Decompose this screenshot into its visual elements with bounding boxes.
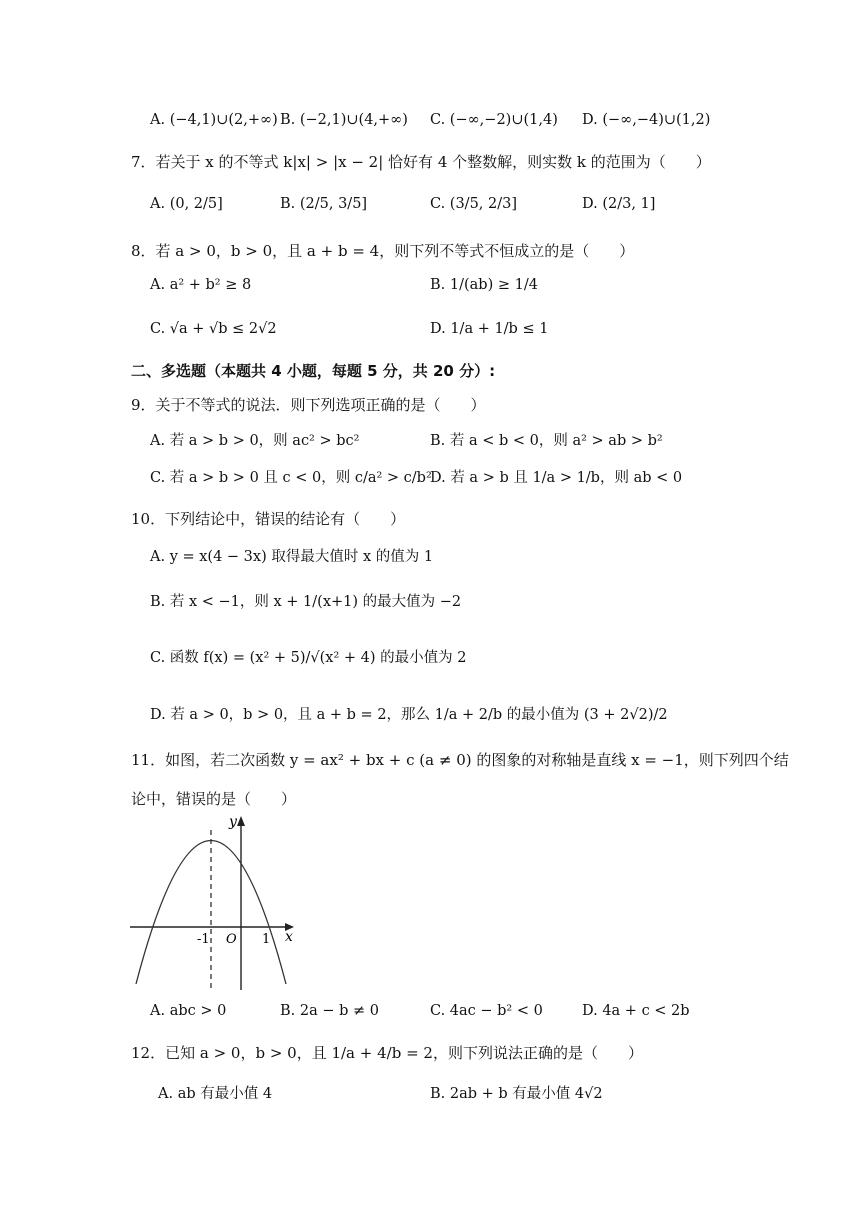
q6-option-c: C. (−∞,−2)∪(1,4) (430, 112, 558, 128)
q11-option-b: B. 2a − b ≠ 0 (280, 1003, 379, 1019)
q9-option-b: B. 若 a < b < 0，则 a² > ab > b² (430, 433, 663, 449)
q11-option-a: A. abc > 0 (150, 1003, 227, 1019)
q9-option-c: C. 若 a > b > 0 且 c < 0，则 c/a² > c/b² (150, 470, 432, 486)
q10-option-a: A. y = x(4 − 3x) 取得最大值时 x 的值为 1 (150, 549, 434, 565)
x-axis-label: x (285, 929, 293, 945)
q8-option-d: D. 1/a + 1/b ≤ 1 (430, 321, 549, 337)
q10-option-d: D. 若 a > 0，b > 0，且 a + b = 2，那么 1/a + 2/b 的最小值为 (3 + 2√2)/2 (150, 707, 668, 723)
q9-option-a: A. 若 a > b > 0，则 ac² > bc² (150, 433, 360, 449)
q12-option-b: B. 2ab + b 有最小值 4√2 (430, 1086, 603, 1102)
y-axis-label: y (229, 814, 237, 830)
section-multiple-choice-heading: 二、多选题（本题共 4 小题，每题 5 分，共 20 分）: (131, 362, 496, 380)
q11-stem-line2: 论中，错误的是（ ） (131, 790, 297, 808)
q12-stem: 12．已知 a > 0，b > 0，且 1/a + 4/b = 2，则下列说法正确的是（ ） (131, 1044, 643, 1062)
q7-option-b: B. (2/5, 3/5] (280, 196, 368, 212)
y-axis-arrow-icon (237, 816, 245, 826)
q11-stem-line1: 11．如图，若二次函数 y = ax² + bx + c (a ≠ 0) 的图象的对称轴是直线 x = −1，则下列四个结 (131, 751, 789, 769)
q7-option-d: D. (2/3, 1] (582, 196, 656, 212)
q7-option-c: C. (3/5, 2/3] (430, 196, 517, 212)
q8-stem: 8．若 a > 0，b > 0，且 a + b = 4，则下列不等式不恒成立的是（ ） (131, 242, 635, 260)
q8-option-b: B. 1/(ab) ≥ 1/4 (430, 277, 538, 293)
origin-label: O (226, 932, 237, 947)
q6-option-a: A. (−4,1)∪(2,+∞) (150, 112, 278, 128)
q8-option-a: A. a² + b² ≥ 8 (150, 277, 252, 293)
q10-option-b: B. 若 x < −1，则 x + 1/(x+1) 的最大值为 −2 (150, 594, 462, 610)
q12-option-a: A. ab 有最小值 4 (158, 1086, 273, 1102)
q9-option-d: D. 若 a > b 且 1/a > 1/b，则 ab < 0 (430, 470, 683, 486)
q7-stem: 7．若关于 x 的不等式 k|x| > |x − 2| 恰好有 4 个整数解，则实数 k 的范围为（ ） (131, 153, 711, 171)
q10-stem: 10．下列结论中，错误的结论有（ ） (131, 510, 406, 528)
q6-option-d: D. (−∞,−4)∪(1,2) (582, 112, 711, 128)
q6-option-b: B. (−2,1)∪(4,+∞) (280, 112, 408, 128)
q7-option-a: A. (0, 2/5] (150, 196, 223, 212)
q11-option-c: C. 4ac − b² < 0 (430, 1003, 543, 1019)
q10-option-c: C. 函数 f(x) = (x² + 5)/√(x² + 4) 的最小值为 2 (150, 650, 467, 666)
q9-stem: 9．关于不等式的说法．则下列选项正确的是（ ） (131, 396, 486, 414)
q11-option-d: D. 4a + c < 2b (582, 1003, 690, 1019)
tick-label-1: 1 (262, 932, 271, 947)
parabola-graph (128, 812, 298, 992)
q8-option-c: C. √a + √b ≤ 2√2 (150, 321, 277, 337)
tick-label-neg1: -1 (197, 932, 210, 947)
